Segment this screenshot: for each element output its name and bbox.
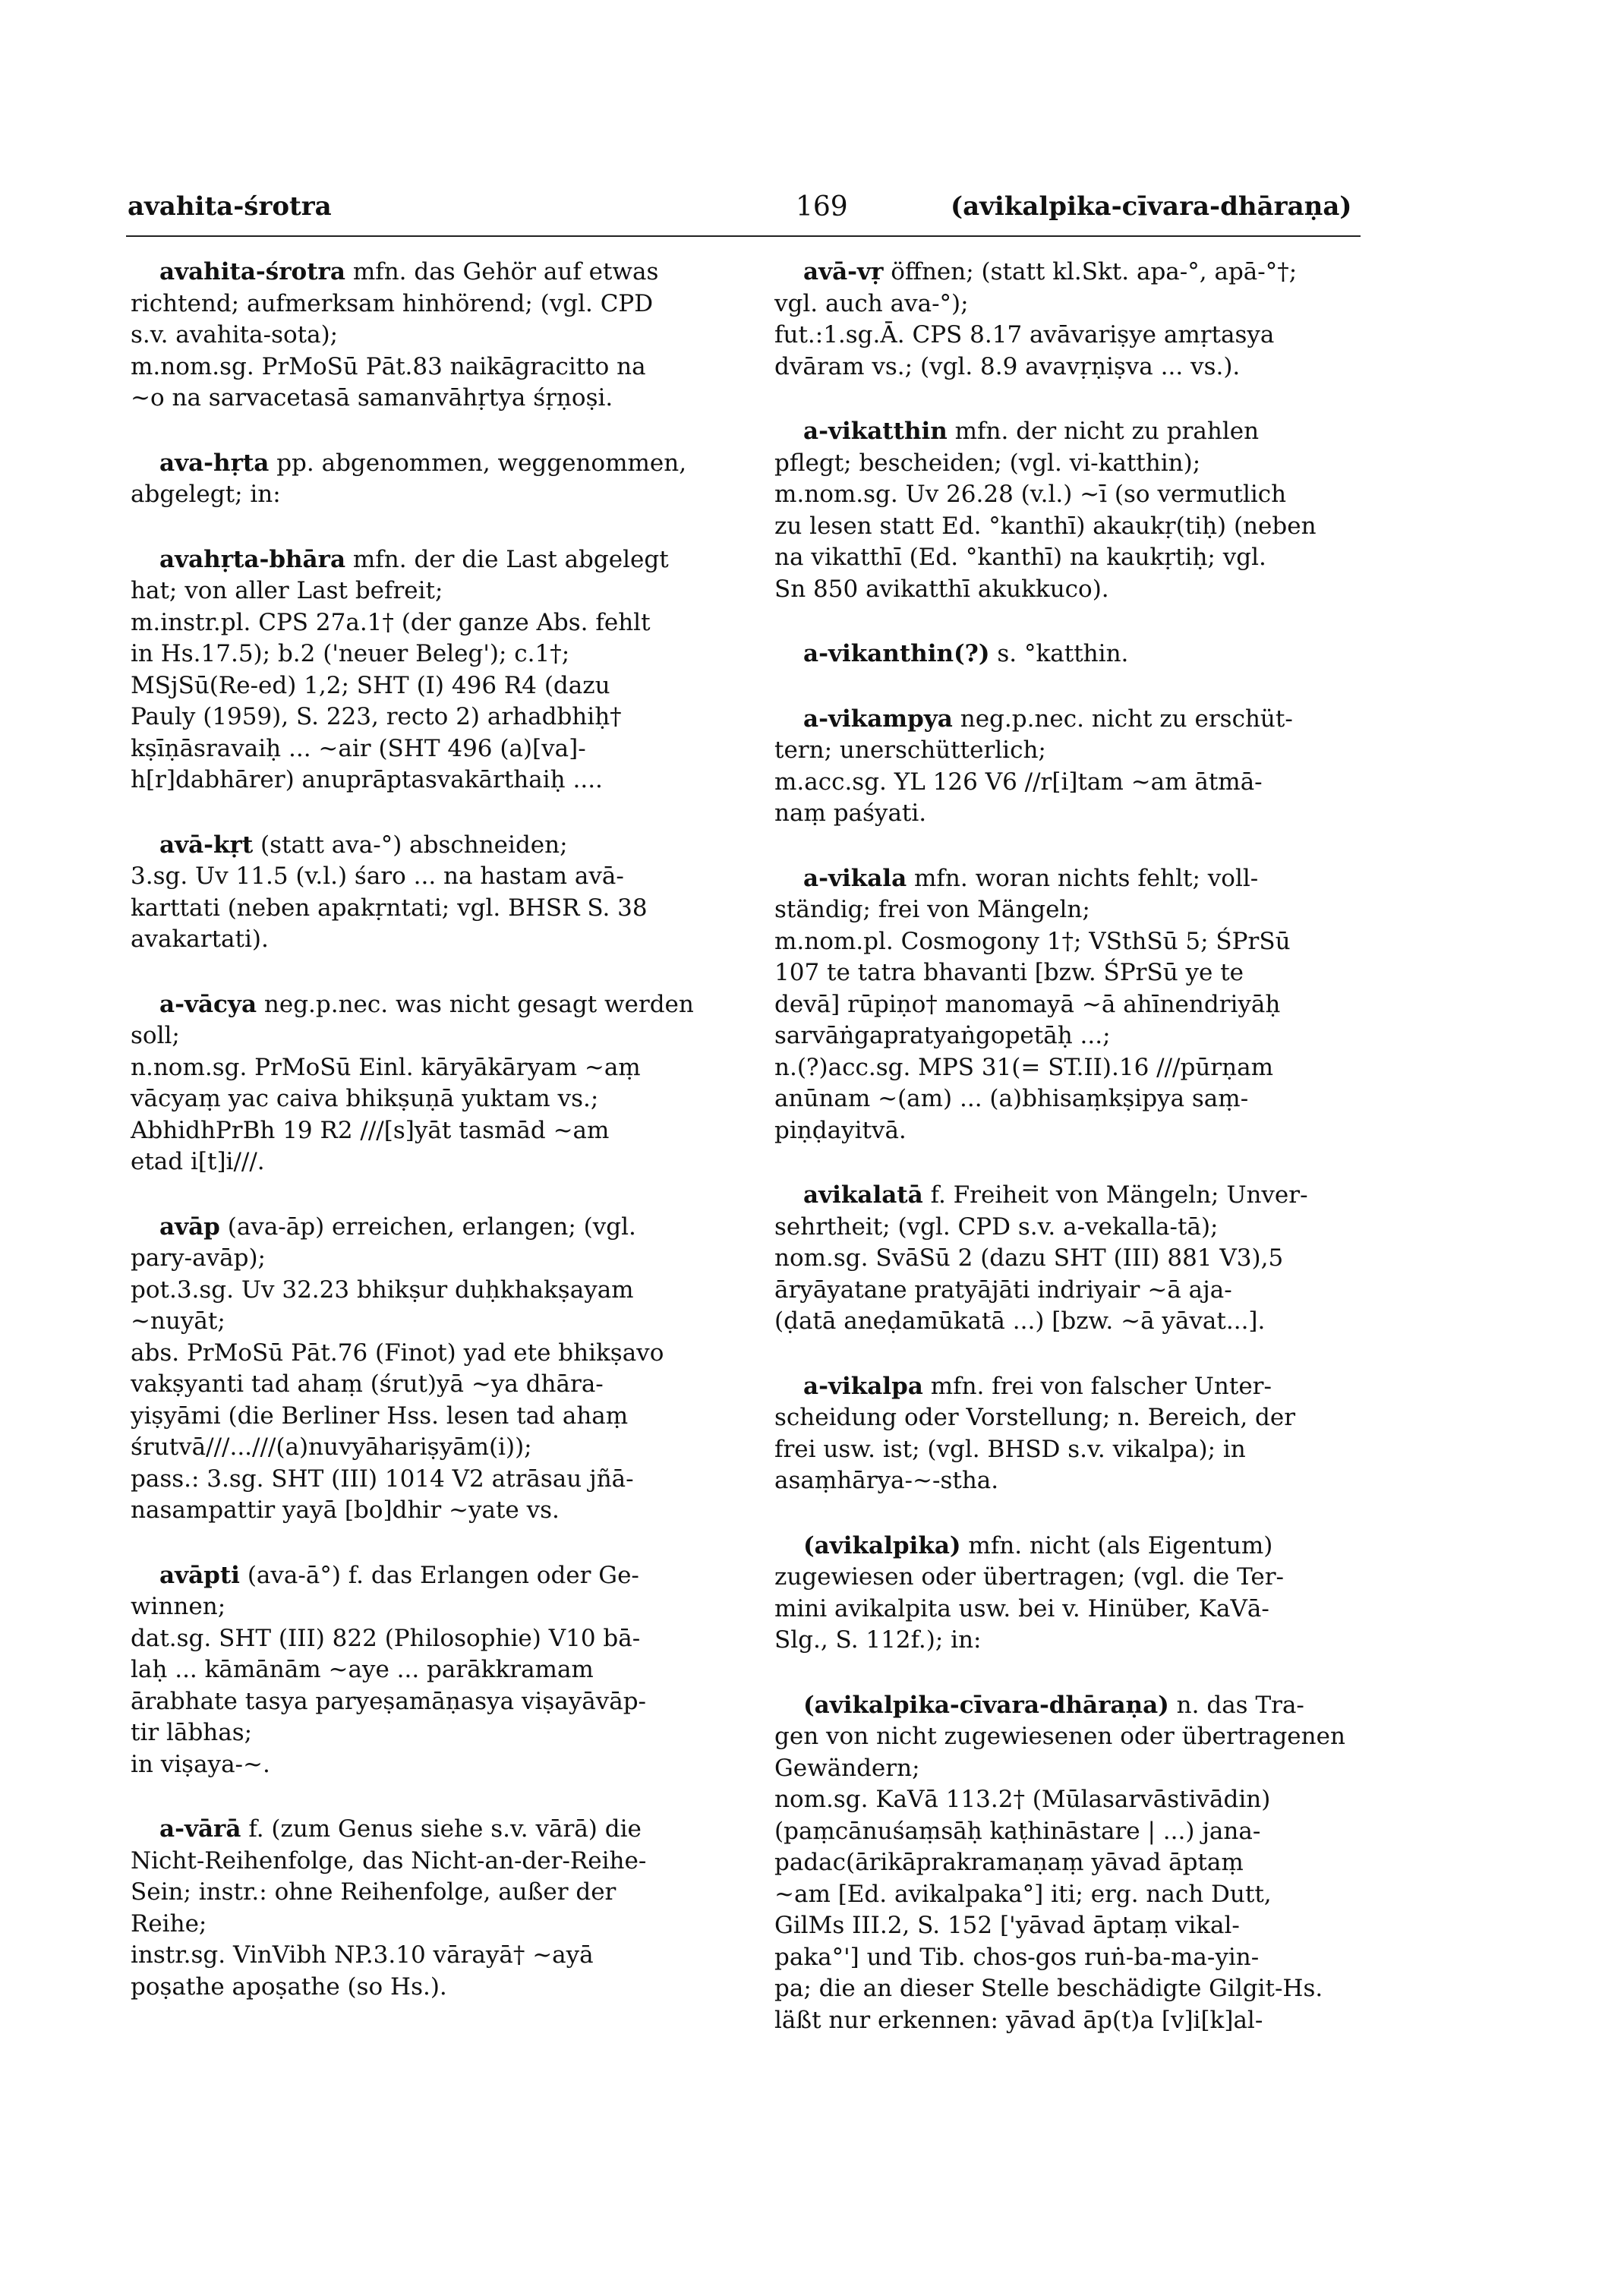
entry-line: (paṃcānuśaṃsāḥ kaṭhināstare | ...) jana-	[774, 1817, 1261, 1845]
entry-line: avakartati).	[131, 925, 269, 953]
entry-line: yiṣyāmi (die Berliner Hss. lesen tad ahaṃ	[131, 1402, 629, 1430]
entry-line: gen von nicht zugewiesenen oder übertragenen	[774, 1723, 1345, 1750]
entry-line: ~nuyāt;	[131, 1307, 225, 1335]
header-rule	[126, 235, 1361, 237]
entry-line: pflegt; bescheiden; (vgl. vi-katthin);	[774, 449, 1201, 477]
entry-line: ~o na sarvacetasā samanvāhṛtya śṛṇoṣi.	[131, 384, 613, 412]
entry-line: Pauly (1959), S. 223, recto 2) arhadbhiḥ†	[131, 703, 622, 730]
entry-line: kṣīṇāsravaiḥ ... ~air (SHT 496 (a)[va]-	[131, 734, 586, 762]
entry-line: in Hs.17.5); b.2 ('neuer Beleg'); c.1†;	[131, 640, 570, 667]
entry-line: nom.sg. KaVā 113.2† (Mūlasarvāstivādin)	[774, 1786, 1271, 1813]
entry-headline: a-vikalpa mfn. frei von falscher Unter-	[803, 1372, 1272, 1400]
dictionary-entry-a-vikalpa	[774, 1371, 1361, 1497]
entry-headline: (avikalpika) mfn. nicht (als Eigentum)	[803, 1531, 1273, 1559]
entry-headline: a-vikatthin mfn. der nicht zu prahlen	[803, 418, 1260, 445]
entry-headline: a-vārā f. (zum Genus siehe s.v. vārā) die	[159, 1815, 642, 1843]
entry-line: fut.:1.sg.Ā. CPS 8.17 avāvariṣye amṛtasya	[774, 321, 1275, 348]
running-head-right: (avikalpika-cīvara-dhāraṇa)	[951, 191, 1352, 222]
entry-headline: a-vācya neg.p.nec. was nicht gesagt werden	[159, 990, 694, 1018]
entry-line: Gewändern;	[774, 1754, 920, 1782]
entry-line: poṣathe apoṣathe (so Hs.).	[131, 1972, 447, 2001]
entry-line: nom.sg. SvāSū 2 (dazu SHT (III) 881 V3),5	[774, 1244, 1284, 1272]
entry-line: pary-avāp);	[131, 1244, 266, 1272]
entry-line: pot.3.sg. Uv 32.23 bhikṣur duḥkhakṣayam	[131, 1276, 634, 1304]
entry-line: tir lābhas;	[131, 1719, 253, 1746]
entry-line: läßt nur erkennen: yāvad āp(t)a [v]i[k]al-	[774, 2006, 1263, 2034]
entry-line: soll;	[131, 1022, 180, 1049]
entry-line: winnen;	[131, 1593, 226, 1620]
dictionary-entry-a-vikala	[774, 863, 1361, 1147]
dictionary-entry-a-vikanthin	[774, 639, 1361, 670]
entry-line: Slg., S. 112f.); in:	[774, 1626, 982, 1654]
entry-line: AbhidhPrBh 19 R2 ///[s]yāt tasmād ~am	[131, 1116, 610, 1144]
entry-line: sehrtheit; (vgl. CPD s.v. a-vekalla-tā);	[774, 1212, 1219, 1241]
dictionary-entry-avikalpika	[774, 1531, 1361, 1657]
dictionary-entry-a-vara	[131, 1814, 708, 2003]
entry-line: piṇḍayitvā.	[774, 1116, 907, 1144]
entry-headline: a-vikala mfn. woran nichts fehlt; voll-	[803, 864, 1259, 892]
dictionary-entry-avahita-srotra	[131, 257, 708, 415]
entry-line: vācyaṃ yac caiva bhikṣuṇā yuktam vs.;	[131, 1085, 599, 1112]
entry-line: in viṣaya-~.	[131, 1750, 270, 1778]
entry-line: Sein; instr.: ohne Reihenfolge, außer der	[131, 1878, 616, 1906]
entry-line: sarvāṅgapratyaṅgopetāḥ ...;	[774, 1022, 1111, 1049]
dictionary-entry-avapti	[131, 1560, 708, 1781]
entry-headline: avahṛta-bhāra mfn. der die Last abgelegt	[159, 545, 669, 573]
entry-line: h[r]dabhārer) anuprāptasvakārthaiḥ ....	[131, 766, 603, 793]
dictionary-entry-avahrta-bhara	[131, 544, 708, 796]
entry-line: zugewiesen oder übertragen; (vgl. die Ter-	[774, 1563, 1285, 1591]
entry-line: m.instr.pl. CPS 27a.1† (der ganze Abs. fehlt	[131, 608, 651, 636]
entry-line: Reihe;	[131, 1909, 207, 1938]
dictionary-entry-a-vikampya	[774, 704, 1361, 830]
left-column	[131, 257, 708, 2036]
entry-line: scheidung oder Vorstellung; n. Bereich, der	[774, 1404, 1296, 1431]
entry-line: anūnam ~(am) ... (a)bhisaṃkṣipya saṃ-	[774, 1085, 1249, 1112]
entry-line: pa; die an dieser Stelle beschädigte Gilgit-Hs.	[774, 1975, 1323, 2002]
page-number: 169	[796, 191, 848, 222]
entry-line: abgelegt; in:	[131, 481, 281, 508]
dictionary-entry-ava-krt	[131, 830, 708, 956]
entry-line: frei usw. ist; (vgl. BHSD s.v. vikalpa); in	[774, 1435, 1246, 1463]
entry-line: m.acc.sg. YL 126 V6 //r[i]tam ~am ātmā-	[774, 768, 1263, 796]
entry-line: laḥ ... kāmānām ~aye ... parākkramam	[131, 1656, 594, 1683]
entry-line: MSjSū(Re-ed) 1,2; SHT (I) 496 R4 (dazu	[131, 671, 610, 699]
entry-line: m.nom.sg. Uv 26.28 (v.l.) ~ī (so vermutlich	[774, 481, 1287, 508]
entry-headline: avā-vṛ öffnen; (statt kl.Skt. apa-°, apā-°†;	[803, 258, 1298, 285]
entry-line: pass.: 3.sg. SHT (III) 1014 V2 atrāsau jñā-	[131, 1465, 634, 1493]
entry-line: Nicht-Reihenfolge, das Nicht-an-der-Reihe-	[131, 1846, 647, 1875]
entry-line: paka°'] und Tib. chos-gos ruṅ-ba-ma-yin-	[774, 1943, 1260, 1971]
entry-headline: a-vikanthin(?) s. °katthin.	[803, 640, 1129, 667]
entry-line: asaṃhārya-~-stha.	[774, 1467, 999, 1494]
entry-headline: avā-kṛt (statt ava-°) abschneiden;	[159, 831, 568, 859]
dictionary-entry-avikalpika-civara-dharana	[774, 1690, 1361, 2037]
dictionary-entry-a-vikatthin	[774, 416, 1361, 605]
entry-headline: avahita-śrotra mfn. das Gehör auf etwas	[159, 258, 659, 285]
entry-line: dat.sg. SHT (III) 822 (Philosophie) V10 bā-	[131, 1624, 641, 1652]
entry-line: zu lesen statt Ed. °kanthī) akaukṛ(tiḥ) (neben	[774, 512, 1317, 540]
entry-line: vakṣyanti tad ahaṃ (śrut)yā ~ya dhāra-	[131, 1370, 604, 1398]
dictionary-entry-avikalata	[774, 1180, 1361, 1338]
entry-headline: avāp (ava-āp) erreichen, erlangen; (vgl.	[159, 1212, 636, 1241]
entry-line: m.nom.sg. PrMoSū Pāt.83 naikāgracitto na	[131, 352, 646, 380]
entry-line: dvāram vs.; (vgl. 8.9 avavṛṇiṣva ... vs.).	[774, 352, 1241, 380]
dictionary-entry-avap	[131, 1212, 708, 1527]
entry-line: abs. PrMoSū Pāt.76 (Finot) yad ete bhikṣavo	[131, 1339, 664, 1367]
entry-line: (ḍatā aneḍamūkatā ...) [bzw. ~ā yāvat...].	[774, 1307, 1266, 1335]
entry-line: n.(?)acc.sg. MPS 31(= ST.II).16 ///pūrṇam	[774, 1053, 1273, 1081]
entry-line: s.v. avahita-sota);	[131, 321, 339, 348]
entry-line: ārabhate tasya paryeṣamāṇasya viṣayāvāp-	[131, 1687, 647, 1715]
entry-line: devā] rūpiṇo† manomayā ~ā ahīnendriyāḥ	[774, 990, 1281, 1018]
entry-line: mini avikalpita usw. bei v. Hinüber, KaVā-	[774, 1594, 1269, 1622]
dictionary-entry-a-vacya	[131, 989, 708, 1178]
entry-line: instr.sg. VinVibh NP.3.10 vārayā† ~ayā	[131, 1941, 594, 1969]
entry-headline: avāpti (ava-ā°) f. das Erlangen oder Ge-	[159, 1561, 639, 1589]
entry-line: Sn 850 avikatthī akukkuco).	[774, 575, 1109, 603]
entry-line: 107 te tatra bhavanti [bzw. ŚPrSū ye te	[774, 959, 1244, 986]
entry-line: ständig; frei von Mängeln;	[774, 896, 1090, 923]
running-head-left: avahita-śrotra	[128, 191, 332, 222]
entry-line: hat; von aller Last befreit;	[131, 577, 443, 604]
entry-line: ~am [Ed. avikalpaka°] iti; erg. nach Dutt,	[774, 1880, 1272, 1908]
dictionary-entry-ava-hrta	[131, 448, 708, 511]
entry-line: śrutvā///...///(a)nuvyāhariṣyām(i));	[131, 1433, 532, 1461]
entry-line: tern; unerschütterlich;	[774, 736, 1046, 764]
entry-line: āryāyatane pratyājāti indriyair ~ā aja-	[774, 1276, 1232, 1304]
entry-line: 3.sg. Uv 11.5 (v.l.) śaro ... na hastam avā-	[131, 862, 624, 890]
entry-line: nasampattir yayā [bo]dhir ~yate vs.	[131, 1496, 560, 1524]
entry-line: m.nom.pl. Cosmogony 1†; VSthSū 5; ŚPrSū	[774, 927, 1291, 955]
entry-line: padac(ārikāprakramaṇaṃ yāvad āptaṃ	[774, 1849, 1244, 1876]
entry-line: na vikatthī (Ed. °kanthī) na kaukṛtiḥ; vgl.	[774, 544, 1266, 571]
entry-line: n.nom.sg. PrMoSū Einl. kāryākāryam ~aṃ	[131, 1053, 641, 1081]
dictionary-entry-ava-vr	[774, 257, 1361, 383]
entry-headline: ava-hṛta pp. abgenommen, weggenommen,	[159, 449, 687, 477]
entry-line: vgl. auch ava-°);	[774, 289, 969, 317]
entry-line: GilMs III.2, S. 152 ['yāvad āptaṃ vikal-	[774, 1912, 1240, 1939]
entry-headline: (avikalpika-cīvara-dhāraṇa) n. das Tra-	[803, 1691, 1304, 1719]
entry-line: karttati (neben apakṛntati; vgl. BHSR S. 38	[131, 894, 648, 922]
entry-line: naṃ paśyati.	[774, 799, 927, 827]
entry-headline: avikalatā f. Freiheit von Mängeln; Unver-	[803, 1181, 1308, 1209]
right-column	[774, 257, 1361, 2070]
entry-headline: a-vikampya neg.p.nec. nicht zu erschüt-	[803, 705, 1293, 733]
entry-line: etad i[t]i///.	[131, 1148, 265, 1175]
entry-line: richtend; aufmerksam hinhörend; (vgl. CPD	[131, 289, 654, 317]
